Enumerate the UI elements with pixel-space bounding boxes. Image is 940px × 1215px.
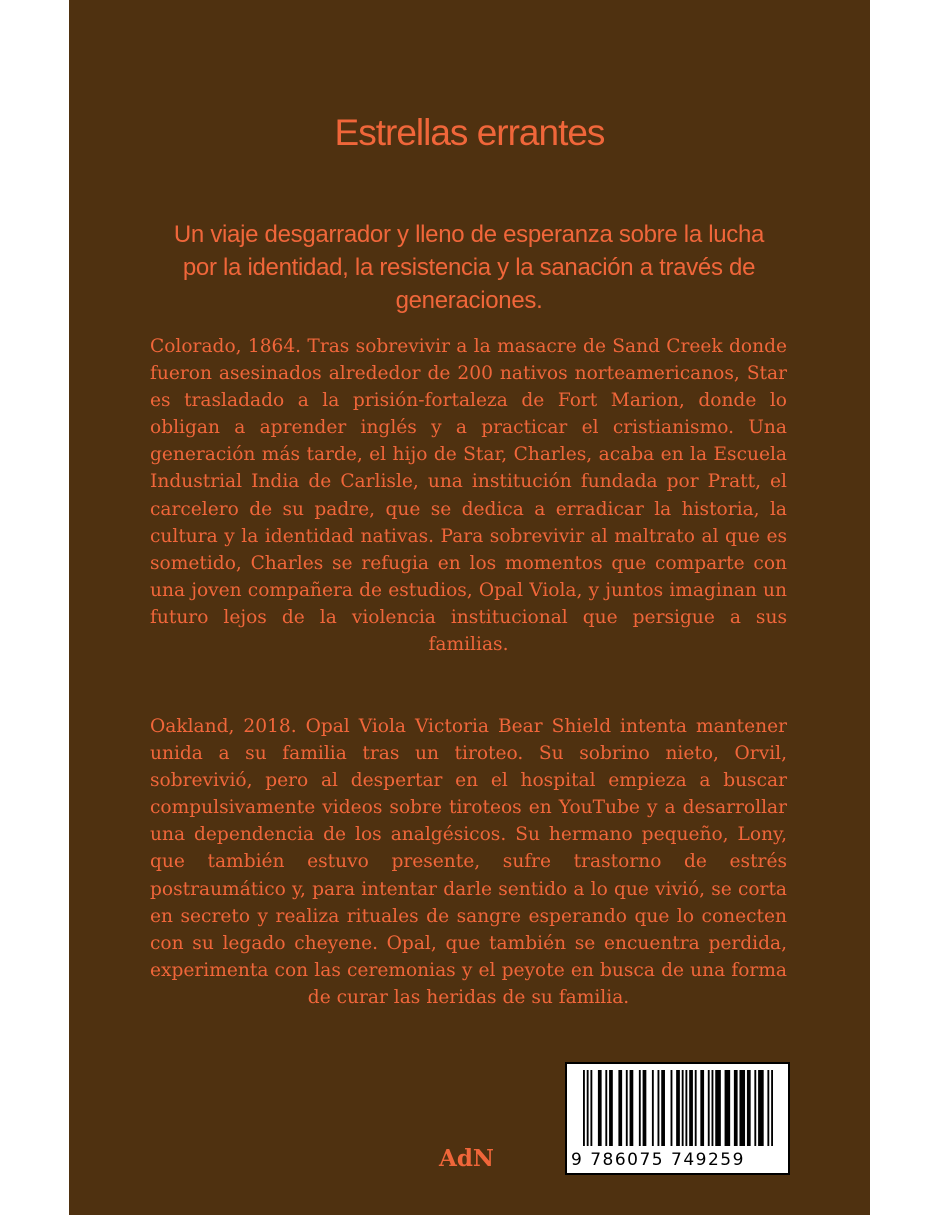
isbn-number: 9 786075 749259	[571, 1150, 745, 1170]
isbn-barcode	[565, 1062, 790, 1175]
barcode-bar	[758, 1070, 764, 1146]
barcode-bar	[587, 1070, 589, 1146]
barcode-bar	[658, 1070, 660, 1146]
barcode-bar	[747, 1070, 751, 1146]
book-title: Estrellas errantes	[334, 112, 605, 153]
publisher-logo: AdN	[439, 1145, 494, 1172]
synopsis-paragraph-2: Oakland, 2018. Opal Viola Victoria Bear Shield intenta mantener unida a su familia tras un tiroteo. Su sobrino nieto, Orvil, sobrevivió, pero al despertar en el hospital empieza a buscar compulsivamente videos sobre tiroteos en YouTube y a desarrollar una dependencia de los analgésicos. Su hermano pequeño, Lony, que también estuvo presente, sufre trastorno de estrés postraumático y, para intentar darle sentido a lo que vivió, se corta en secreto y realiza rituales de sangre esperando que lo conecten con su legado cheyene. Opal, que también se encuentra perdida, experimenta con las ceremonias y el peyote en busca de una forma de curar las heridas de su familia.	[150, 716, 787, 1008]
barcode-bar	[643, 1070, 647, 1146]
synopsis-paragraph-1: Colorado, 1864. Tras sobrevivir a la masacre de Sand Creek donde fueron asesinados alrededor de 200 nativos norteamericanos, Star es trasladado a la prisión-fortaleza de Fort Marion, donde lo obligan a aprender inglés y a practicar el cristianismo. Una generación más tarde, el hijo de Star, Charles, acaba en la Escuela Industrial India de Carlisle, una institución fundada por Pratt, el carcelero de su padre, que se dedica a erradicar la historia, la cultura y la identidad nativas. Para sobrevivir al maltrato al que es sometido, Charles se refugia en los momentos que comparte con una joven compañera de estudios, Opal Viola, y juntos imaginan un futuro lejos de la violencia institucional que persigue a sus familias.	[150, 336, 787, 656]
barcode-bar	[689, 1070, 693, 1146]
barcode-bar	[661, 1070, 665, 1146]
barcode-bar	[725, 1070, 731, 1146]
book-tagline: Un viaje desgarrador y lleno de esperanza sobre la lucha por la identidad, la resistencia y la sanación a través de generaciones.	[173, 221, 765, 314]
barcode-bar	[652, 1070, 654, 1146]
barcode-bar	[676, 1070, 680, 1146]
barcode-bar	[618, 1070, 622, 1146]
barcode-bar	[708, 1070, 710, 1146]
barcode-bar	[630, 1070, 634, 1146]
barcode-bar	[598, 1070, 602, 1146]
barcode-bar	[754, 1070, 756, 1146]
barcode-bar	[715, 1070, 721, 1146]
barcode-bar	[639, 1070, 641, 1146]
barcode-bar	[767, 1070, 769, 1146]
barcode-bar	[609, 1070, 613, 1146]
barcode-bar	[671, 1070, 673, 1146]
barcode-bar	[682, 1070, 684, 1146]
barcode-bar	[734, 1070, 738, 1146]
barcode-bar	[626, 1070, 628, 1146]
barcode-bar	[695, 1070, 697, 1146]
barcode-bar	[712, 1070, 714, 1146]
barcode-bar	[700, 1070, 704, 1146]
barcode-bar	[590, 1070, 592, 1146]
barcode-bar	[583, 1070, 585, 1146]
barcode-bar	[771, 1070, 773, 1146]
book-back-cover	[69, 0, 870, 1215]
barcode-bar	[685, 1070, 687, 1146]
barcode-bar	[739, 1070, 745, 1146]
barcode-bar	[605, 1070, 607, 1146]
barcode-icon	[567, 1064, 788, 1150]
